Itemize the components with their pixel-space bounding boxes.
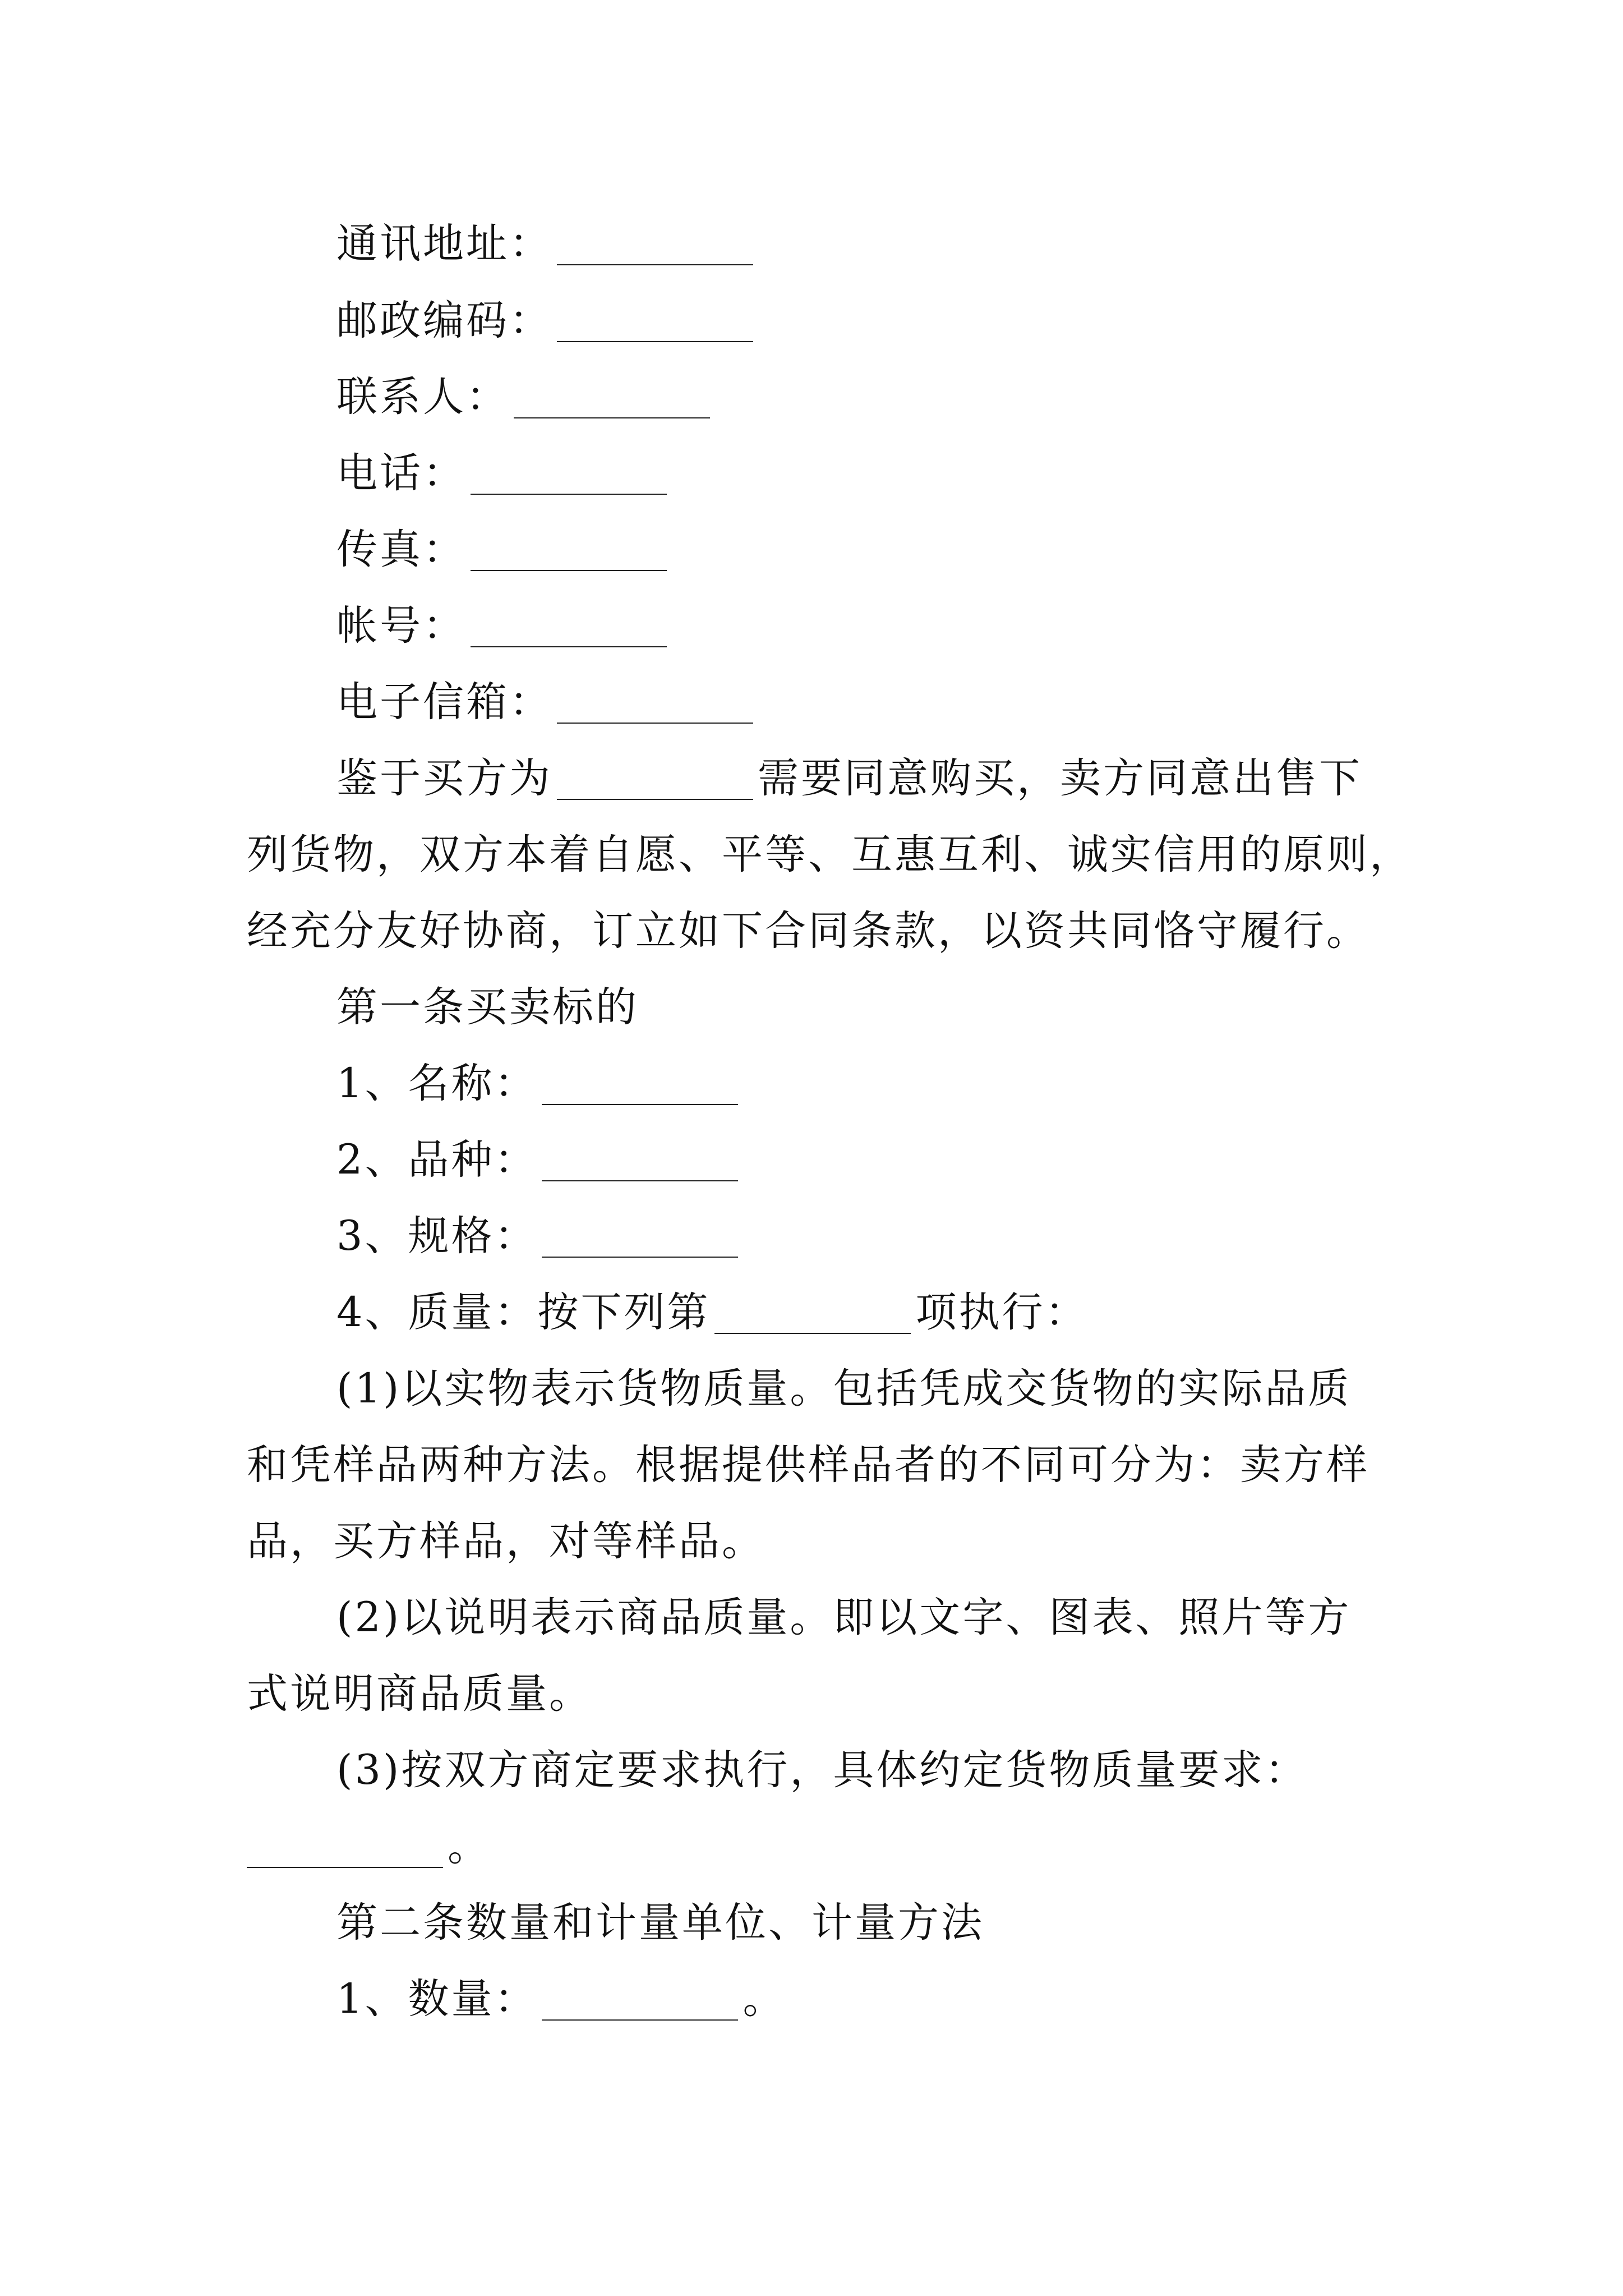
quality-label-end: 项执行：: [915, 1289, 1089, 1336]
quantity-line: [336, 1975, 786, 2023]
email-line: [336, 678, 758, 726]
preamble-part2: 需要同意购买，卖方同意出售下: [758, 754, 1362, 802]
email-label: 电子信箱：: [336, 678, 552, 726]
phone-blank: [471, 494, 667, 495]
address-label: 通讯地址：: [336, 220, 552, 268]
contact-person-label: 联系人：: [336, 373, 509, 421]
name-blank: [542, 1104, 738, 1105]
fax-label: 传真：: [336, 526, 466, 573]
address-line: [336, 220, 758, 268]
option1-line-2: 和凭样品两种方法。根据提供样品者的不同可分为：卖方样: [247, 1441, 1370, 1489]
contact-person-line: [336, 373, 714, 421]
preamble-line-2: 列货物，双方本着自愿、平等、互惠互利、诚实信用的原则，: [247, 831, 1413, 878]
preamble-line-3: 经充分友好协商，订立如下合同条款，以资共同恪守履行。: [247, 907, 1370, 955]
article2-title: 第二条数量和计量单位、计量方法: [336, 1899, 984, 1947]
phone-label: 电话：: [336, 449, 466, 497]
account-label: 帐号：: [336, 602, 466, 650]
contact-person-blank: [514, 417, 710, 418]
postal-code-line: [336, 297, 758, 344]
article1-title: 第一条买卖标的: [336, 983, 639, 1031]
fax-blank: [471, 570, 667, 571]
option3-line-2: [247, 1823, 491, 1870]
phone-line: [336, 449, 671, 497]
quality-requirement-blank: [247, 1867, 443, 1868]
name-label: 1、名称：: [336, 1060, 538, 1107]
quality-option-blank: [714, 1333, 911, 1334]
option2-line-1: (2)以说明表示商品质量。即以文字、图表、照片等方: [336, 1594, 1352, 1641]
account-line: [336, 602, 671, 650]
spec-blank: [542, 1257, 738, 1258]
email-blank: [557, 723, 753, 724]
option1-line-3: 品，买方样品，对等样品。: [247, 1517, 765, 1565]
spec-line: [336, 1212, 743, 1260]
option3-end: 。: [448, 1823, 491, 1870]
variety-line: [336, 1136, 743, 1184]
quantity-end: 。: [743, 1975, 786, 2023]
quantity-blank: [542, 2019, 738, 2021]
name-line: [336, 1060, 743, 1107]
spec-label: 3、规格：: [336, 1212, 538, 1260]
quality-line: [336, 1289, 1089, 1336]
quality-label: 4、质量：按下列第: [336, 1289, 711, 1336]
buyer-purpose-blank: [557, 799, 753, 800]
option1-line-1: (1)以实物表示货物质量。包括凭成交货物的实际品质: [336, 1365, 1352, 1412]
address-blank: [557, 264, 753, 265]
option3-line-1: (3)按双方商定要求执行，具体约定货物质量要求：: [336, 1746, 1308, 1794]
variety-label: 2、品种：: [336, 1136, 538, 1184]
preamble-line-1: [336, 754, 1362, 802]
postal-code-label: 邮政编码：: [336, 297, 552, 344]
account-blank: [471, 646, 667, 647]
postal-code-blank: [557, 341, 753, 342]
quantity-label: 1、数量：: [336, 1975, 538, 2023]
option2-line-2: 式说明商品质量。: [247, 1670, 592, 1718]
fax-line: [336, 526, 671, 573]
preamble-part1: 鉴于买方为: [336, 754, 552, 802]
variety-blank: [542, 1180, 738, 1181]
